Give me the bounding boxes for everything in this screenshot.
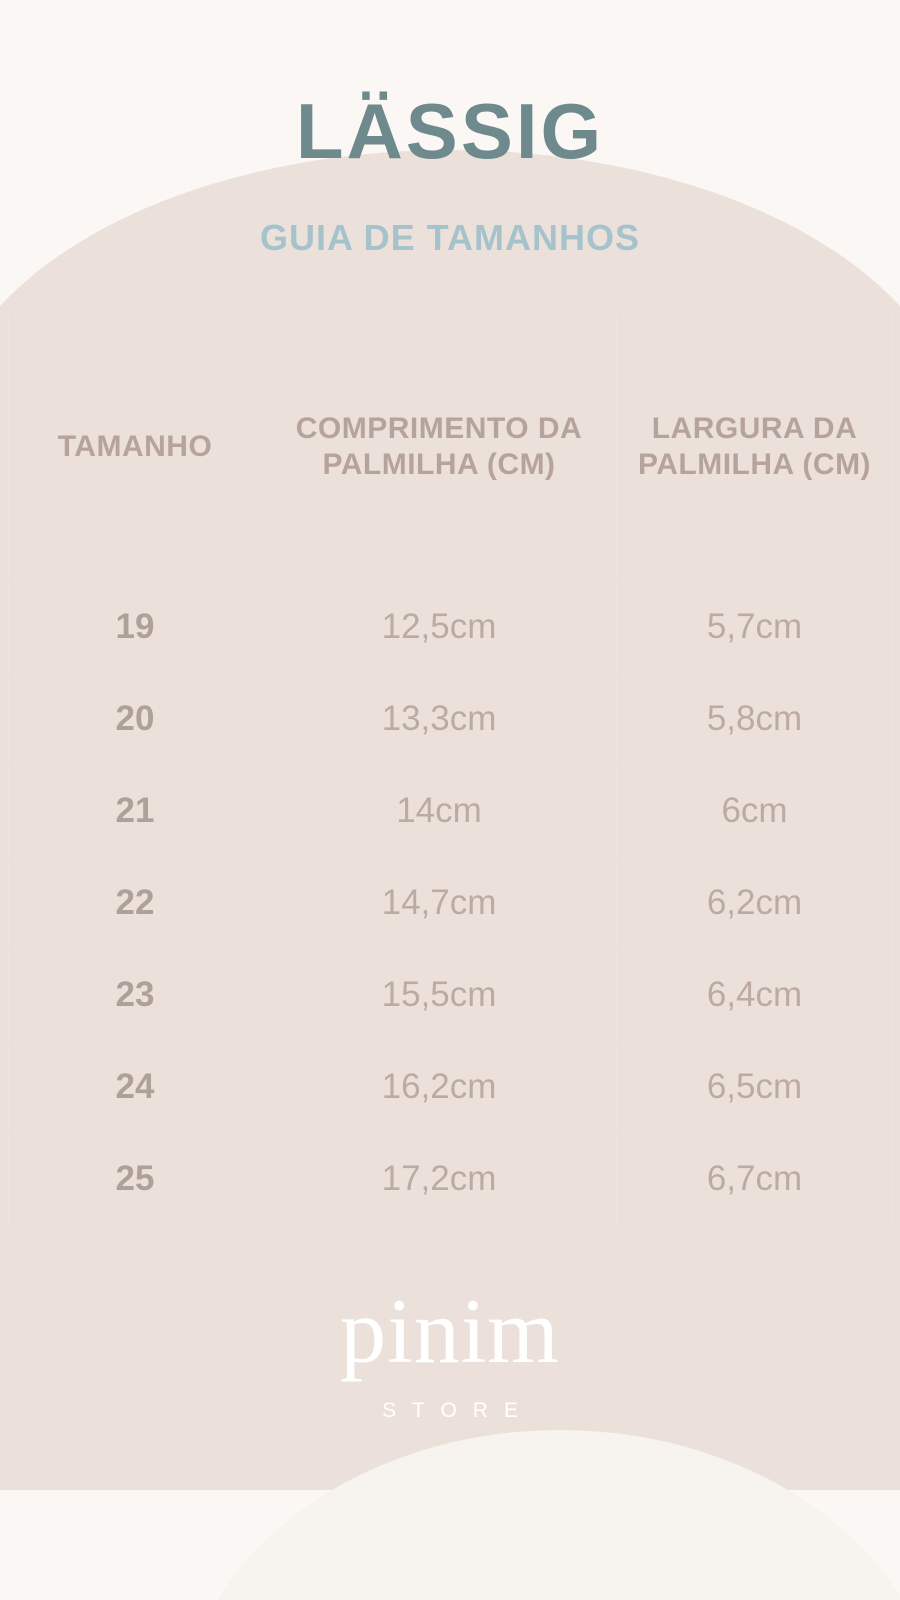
cell-width: 6,7cm bbox=[617, 1133, 893, 1225]
table-row bbox=[9, 949, 893, 1041]
cell-length: 16,2cm bbox=[262, 1041, 617, 1133]
cell-size: 23 bbox=[9, 949, 262, 1041]
table-header-row bbox=[9, 313, 893, 581]
cell-width: 6,4cm bbox=[617, 949, 893, 1041]
cell-length: 17,2cm bbox=[262, 1133, 617, 1225]
table-row bbox=[9, 581, 893, 673]
cell-width: 5,7cm bbox=[617, 581, 893, 673]
table-row bbox=[9, 1041, 893, 1133]
table-row bbox=[9, 1133, 893, 1225]
page-subtitle: GUIA DE TAMANHOS bbox=[260, 217, 640, 258]
cell-length: 15,5cm bbox=[262, 949, 617, 1041]
cell-length: 13,3cm bbox=[262, 673, 617, 765]
cell-size: 22 bbox=[9, 857, 262, 949]
brand-title: LÄSSIG bbox=[295, 87, 605, 175]
cell-length: 12,5cm bbox=[262, 581, 617, 673]
cell-size: 19 bbox=[9, 581, 262, 673]
cell-width: 6,5cm bbox=[617, 1041, 893, 1133]
cell-size: 25 bbox=[9, 1133, 262, 1225]
store-logo bbox=[0, 1280, 900, 1423]
column-header-tamanho: TAMANHO bbox=[9, 313, 262, 581]
cell-size: 20 bbox=[9, 673, 262, 765]
cell-size: 24 bbox=[9, 1041, 262, 1133]
cell-length: 14cm bbox=[262, 765, 617, 857]
cell-width: 5,8cm bbox=[617, 673, 893, 765]
logo-wordmark: pinim bbox=[340, 1280, 560, 1382]
column-header-largura: LARGURA DA PALMILHA (CM) bbox=[617, 313, 893, 581]
logo-subtext: STORE bbox=[382, 1399, 534, 1422]
size-guide-table-wrapper bbox=[0, 312, 900, 1225]
cell-width: 6cm bbox=[617, 765, 893, 857]
table-row bbox=[9, 673, 893, 765]
size-guide-table bbox=[8, 312, 893, 1225]
table-row bbox=[9, 765, 893, 857]
cell-width: 6,2cm bbox=[617, 857, 893, 949]
cell-size: 21 bbox=[9, 765, 262, 857]
table-row bbox=[9, 857, 893, 949]
column-header-comprimento: COMPRIMENTO DA PALMILHA (CM) bbox=[262, 313, 617, 581]
cell-length: 14,7cm bbox=[262, 857, 617, 949]
